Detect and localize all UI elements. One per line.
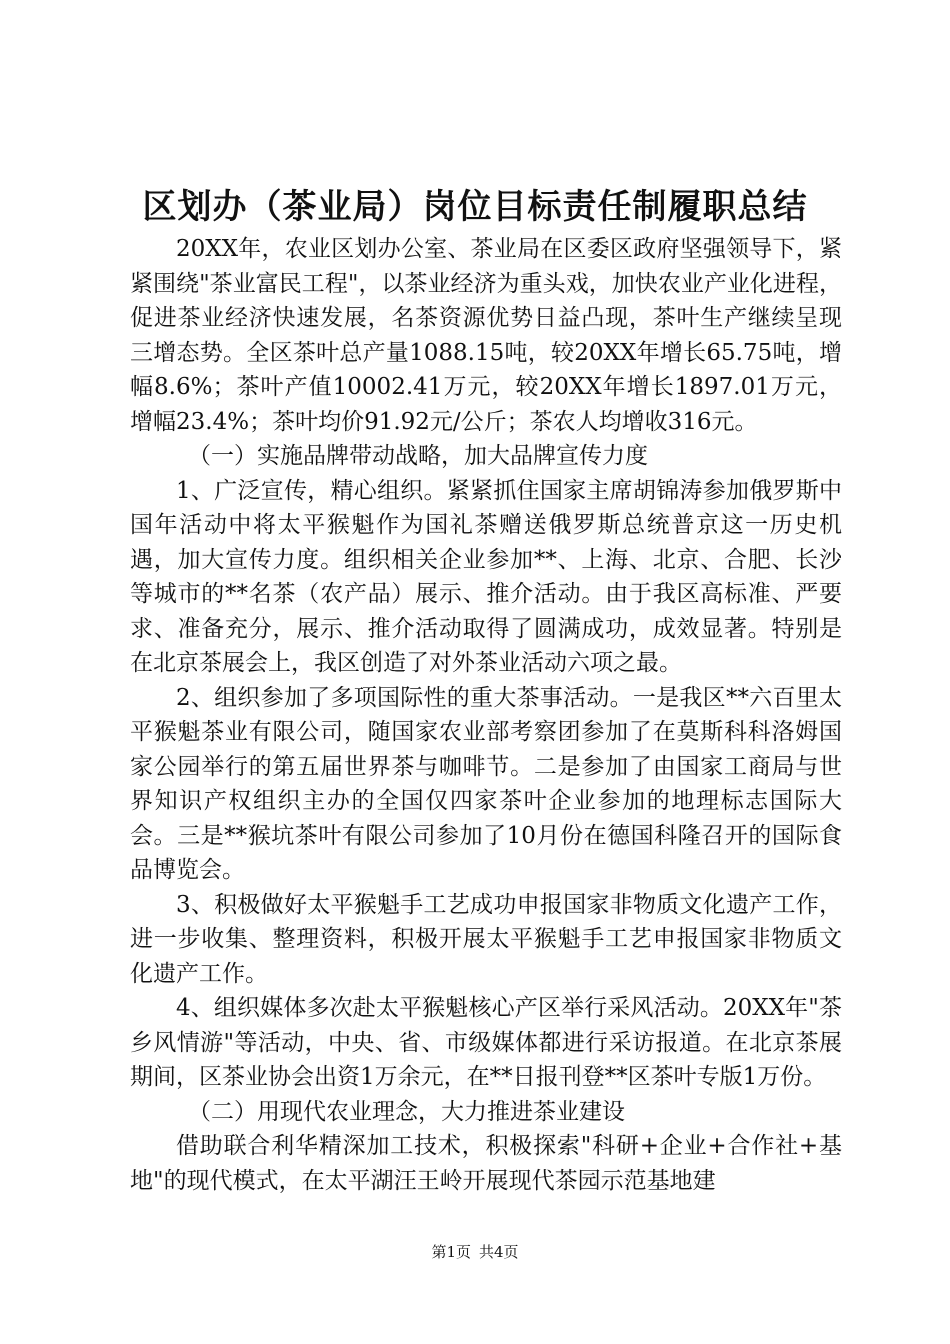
body-paragraph: 4、组织媒体多次赴太平猴魁核心产区举行采风活动。20XX年"茶乡风情游"等活动，中央、省、市级媒体都进行采访报道。在北京茶展期间，区茶业协会出资1万余元，在**日报刊登**区茶叶专版1万份。: [130, 995, 842, 1090]
page-footer: [0, 1240, 950, 1264]
document-title: 区划办（茶业局）岗位目标责任制履职总结: [142, 187, 808, 227]
intro-paragraph: 20XX年，农业区划办公室、茶业局在区委区政府坚强领导下，紧紧围绕"茶业富民工程"，以茶业经济为重头戏，加快农业产业化进程，促进茶业经济快速发展，名茶资源优势日益凸现，茶叶生产继续呈现三增态势。全区茶叶总产量1088.15吨，较20XX年增长65.75吨，增幅8.6%；茶叶产值10002.41万元，较20XX年增长1897.01万元，增幅23.4%；茶叶均价91.92元/公斤；茶农人均增收316元。: [130, 236, 842, 435]
body-paragraph: 借助联合利华精深加工技术，积极探索"科研+企业+合作社+基地"的现代模式，在太平湖汪王岭开展现代茶园示范基地建: [130, 1133, 842, 1194]
body-paragraph: 3、积极做好太平猴魁手工艺成功申报国家非物质文化遗产工作，进一步收集、整理资料，积极开展太平猴魁手工艺申报国家非物质文化遗产工作。: [130, 891, 842, 987]
section-heading-2: （二）用现代农业理念，大力推进茶业建设: [188, 1098, 625, 1125]
page-total: 共4页: [479, 1243, 519, 1261]
document-body: [130, 232, 842, 1198]
page-number: 第1页: [431, 1243, 471, 1261]
section-heading-1: （一）实施品牌带动战略，加大品牌宣传力度: [188, 443, 648, 469]
body-paragraph: 2、组织参加了多项国际性的重大茶事活动。一是我区**六百里太平猴魁茶业有限公司，随国家农业部考察团参加了在莫斯科科洛姆国家公园举行的第五届世界茶与咖啡节。二是参加了由国家工商局与世界知识产权组织主办的全国仅四家茶叶企业参加的地理标志国际大会。三是**猴坑茶叶有限公司参加了10月份在德国科隆召开的国际食品博览会。: [130, 684, 842, 883]
body-paragraph: 1、广泛宣传，精心组织。紧紧抓住国家主席胡锦涛参加俄罗斯中国年活动中将太平猴魁作为国礼茶赠送俄罗斯总统普京这一历史机遇，加大宣传力度。组织相关企业参加**、上海、北京、合肥、长沙等城市的**名茶（农产品）展示、推介活动。由于我区高标准、严要求、准备充分，展示、推介活动取得了圆满成功，成效显著。特别是在北京茶展会上，我区创造了对外茶业活动六项之最。: [130, 477, 842, 676]
